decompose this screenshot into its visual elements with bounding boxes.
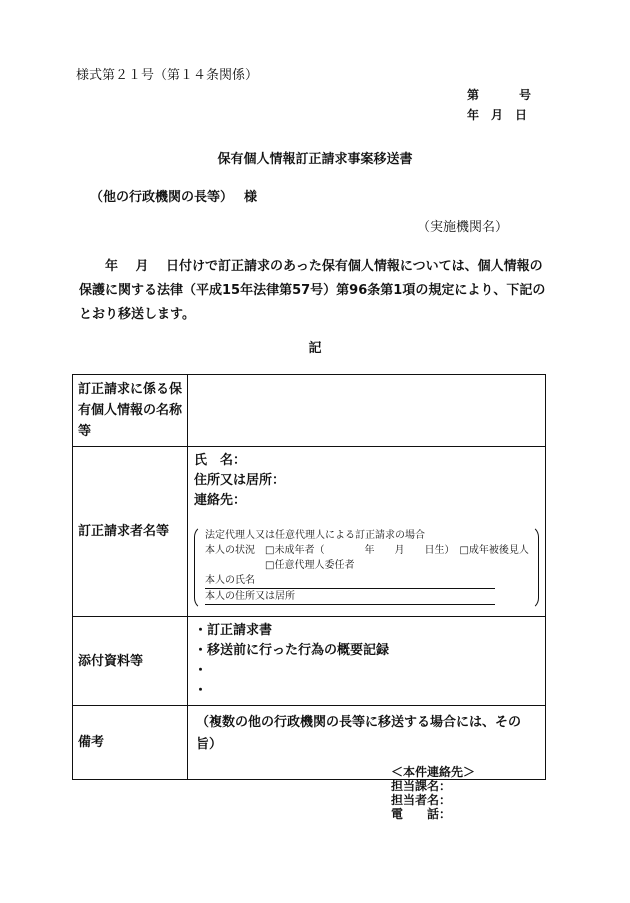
contact-dept: 担当課名：: [391, 779, 452, 793]
remarks-text: （複数の他の行政機関の長等に移送する場合には、その旨）: [196, 715, 522, 752]
list-item: ・移送前に行った行為の概要記録: [194, 643, 390, 658]
body-text: 年 月 日付けで訂正請求のあった保有個人情報については、個人情報の保護に関する法律（平成15年法律第57号）第96条第1項の規定により、下記のとおり移送します。: [79, 259, 546, 322]
table-row: [73, 375, 546, 447]
requester-lines: [188, 447, 545, 515]
row-label-attachments: 添付資料等: [73, 617, 188, 706]
row-label-info-name: 訂正請求に係る保有個人情報の名称等: [73, 375, 188, 447]
contact-block: [391, 765, 475, 821]
remarks-cell[interactable]: [188, 706, 546, 780]
proxy-status-line: 本人の状況 □未成年者（ 年 月 日生） □成年被後見人: [205, 545, 529, 556]
attachments-cell[interactable]: [188, 617, 546, 706]
row-label-remarks: 備考: [73, 706, 188, 780]
table-row: [73, 617, 546, 706]
contact-phone: 電 話：: [391, 807, 452, 821]
document-date: 年 月 日: [467, 108, 528, 122]
doc-number-suffix: 号: [519, 88, 532, 102]
list-item: ・訂正請求書: [194, 623, 273, 638]
contact-heading: ＜本件連絡先＞: [391, 765, 476, 779]
requester-contact-line: 連絡先：: [194, 493, 247, 508]
page-title: 保有個人情報訂正請求事案移送書: [217, 152, 413, 167]
requester-cell[interactable]: [188, 447, 546, 617]
proxy-heading: 法定代理人又は任意代理人による訂正請求の場合: [205, 530, 425, 541]
form-number: 様式第２１号（第１４条関係）: [76, 68, 259, 83]
list-item: ・: [194, 683, 208, 698]
proxy-address-line: 本人の住所又は居所: [205, 589, 495, 605]
contact-person: 担当者名：: [391, 793, 452, 807]
table-row: [73, 447, 546, 617]
transfer-form-table: [72, 374, 546, 780]
list-item: ・: [194, 663, 208, 678]
proxy-status-line2: □任意代理人委任者: [265, 560, 355, 571]
addressee: （他の行政機関の長等） 様: [90, 190, 258, 205]
requester-address-line: 住所又は居所：: [194, 473, 286, 488]
agency-name: （実施機関名）: [417, 220, 509, 235]
proxy-bracket: [194, 525, 539, 610]
attachments-list: [188, 617, 545, 705]
info-name-cell[interactable]: [188, 375, 546, 447]
ki-heading: 記: [308, 341, 322, 356]
requester-name-line: 氏 名：: [194, 453, 247, 468]
document-number: [467, 86, 531, 103]
doc-number-prefix: 第: [467, 88, 480, 102]
row-label-requester: 訂正請求者名等: [73, 447, 188, 617]
proxy-name-line: 本人の氏名: [205, 573, 495, 589]
